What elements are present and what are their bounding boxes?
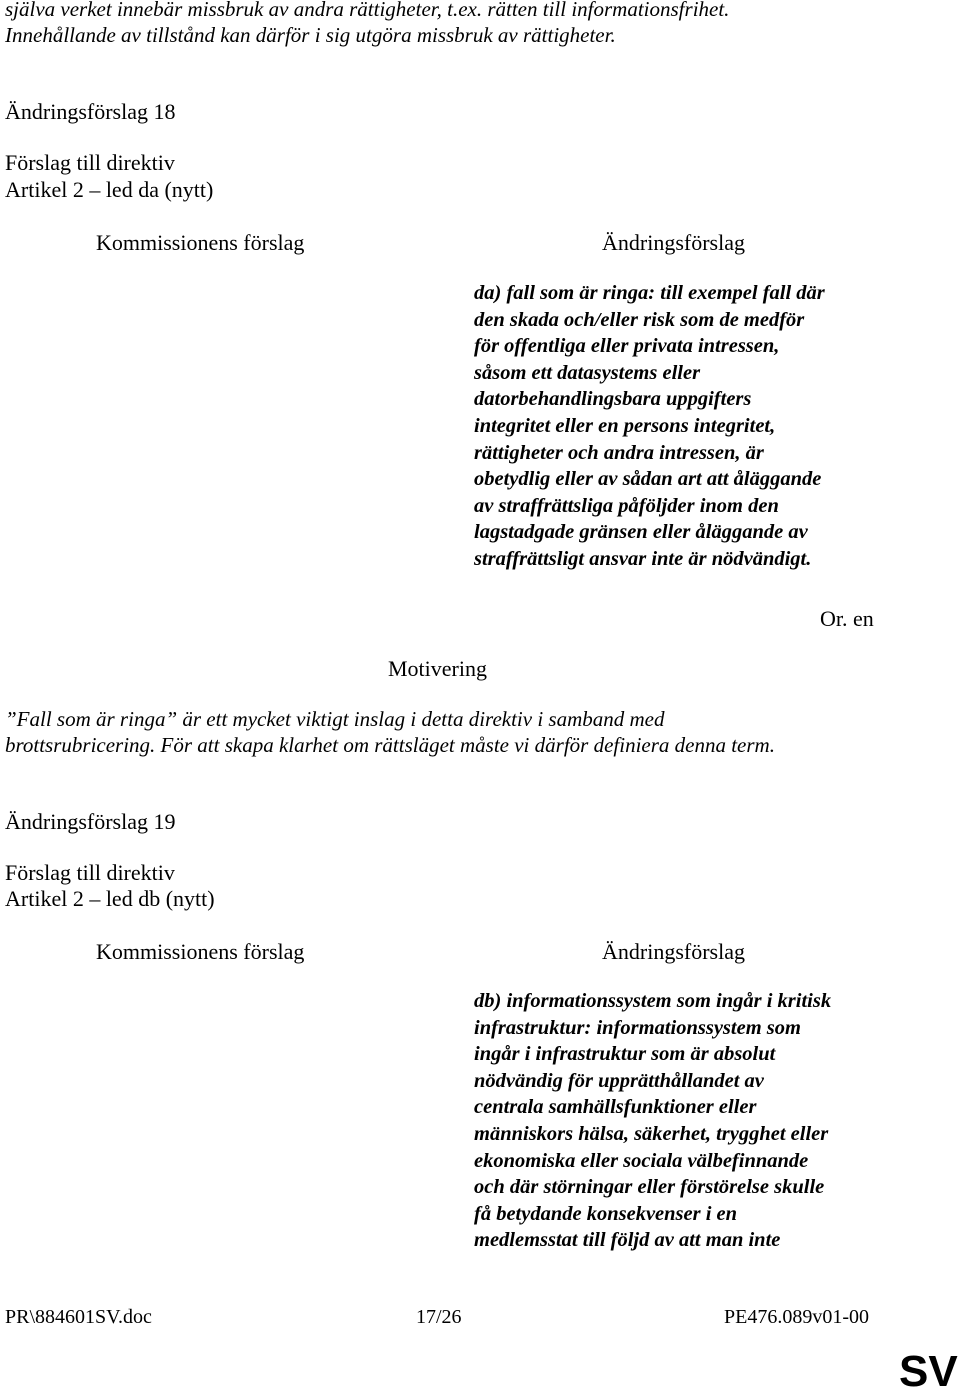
amendment-18-line: lagstadgade gränsen eller åläggande av bbox=[474, 521, 808, 544]
amendment-18-line: integritet eller en persons integritet, bbox=[474, 414, 776, 437]
intro-line-1: själva verket innebär missbruk av andra rättigheter, t.ex. rätten till informationsfrihet. bbox=[5, 0, 730, 21]
footer-doc-ref: PR\884601SV.doc bbox=[5, 1306, 152, 1328]
amendment-19-col-commission: Kommissionens förslag bbox=[96, 939, 305, 964]
amendment-19-title: Ändringsförslag 19 bbox=[5, 809, 176, 834]
justification-heading: Motivering bbox=[388, 656, 487, 681]
justification-line-2: brottsrubricering. För att skapa klarhet om rättsläget måste vi därför definiera denna term. bbox=[5, 733, 775, 757]
amendment-18-col-amendment: Ändringsförslag bbox=[602, 230, 745, 255]
amendment-19-article: Artikel 2 – led db (nytt) bbox=[5, 886, 215, 911]
amendment-18-line: straffrättsligt ansvar inte är nödvändigt. bbox=[474, 547, 812, 570]
amendment-18-line: da) fall som är ringa: till exempel fall där bbox=[474, 282, 825, 304]
amendment-18-text bbox=[474, 280, 904, 573]
footer-page-number: 17/26 bbox=[416, 1306, 462, 1328]
justification-line-1: ”Fall som är ringa” är ett mycket viktigt inslag i detta direktiv i samband med bbox=[5, 707, 665, 731]
amendment-19-text bbox=[474, 988, 904, 1254]
amendment-19-line: nödvändig för upprätthållandet av bbox=[474, 1069, 764, 1092]
intro-line-2: Innehållande av tillstånd kan därför i sig utgöra missbruk av rättigheter. bbox=[5, 23, 616, 47]
amendment-18-line: såsom ett datasystems eller bbox=[474, 361, 701, 384]
amendment-19-line: centrala samhällsfunktioner eller bbox=[474, 1096, 757, 1119]
amendment-18-line: obetydlig eller av sådan art att åläggande bbox=[474, 468, 822, 491]
amendment-19-line: infrastruktur: informationssystem som bbox=[474, 1016, 801, 1039]
amendment-18-proposal: Förslag till direktiv bbox=[5, 150, 175, 175]
amendment-19-line: ingår i infrastruktur som är absolut bbox=[474, 1043, 776, 1066]
footer-language-code: SV bbox=[899, 1347, 958, 1396]
amendment-18-line: av straffrättsliga påföljder inom den bbox=[474, 494, 779, 517]
amendment-18-article: Artikel 2 – led da (nytt) bbox=[5, 177, 214, 202]
amendment-18-col-commission: Kommissionens förslag bbox=[96, 230, 305, 255]
amendment-19-line: db) informationssystem som ingår i kritisk bbox=[474, 990, 832, 1012]
amendment-18-line: datorbehandlingsbara uppgifters bbox=[474, 388, 752, 411]
amendment-18-line: den skada och/eller risk som de medför bbox=[474, 308, 805, 331]
amendment-19-proposal: Förslag till direktiv bbox=[5, 860, 175, 885]
amendment-19-line: få betydande konsekvenser i en bbox=[474, 1202, 738, 1225]
original-language: Or. en bbox=[820, 606, 874, 631]
amendment-19-line: medlemsstat till följd av att man inte bbox=[474, 1229, 781, 1252]
amendment-19-line: och där störningar eller förstörelse skulle bbox=[474, 1176, 825, 1199]
amendment-19-line: människors hälsa, säkerhet, trygghet eller bbox=[474, 1122, 829, 1145]
amendment-18-line: för offentliga eller privata intressen, bbox=[474, 335, 780, 358]
amendment-19-line: ekonomiska eller sociala välbefinnande bbox=[474, 1149, 809, 1172]
amendment-19-col-amendment: Ändringsförslag bbox=[602, 939, 745, 964]
amendment-18-line: rättigheter och andra intressen, är bbox=[474, 441, 764, 464]
amendment-18-title: Ändringsförslag 18 bbox=[5, 99, 176, 124]
footer-pe-ref: PE476.089v01-00 bbox=[724, 1306, 869, 1328]
